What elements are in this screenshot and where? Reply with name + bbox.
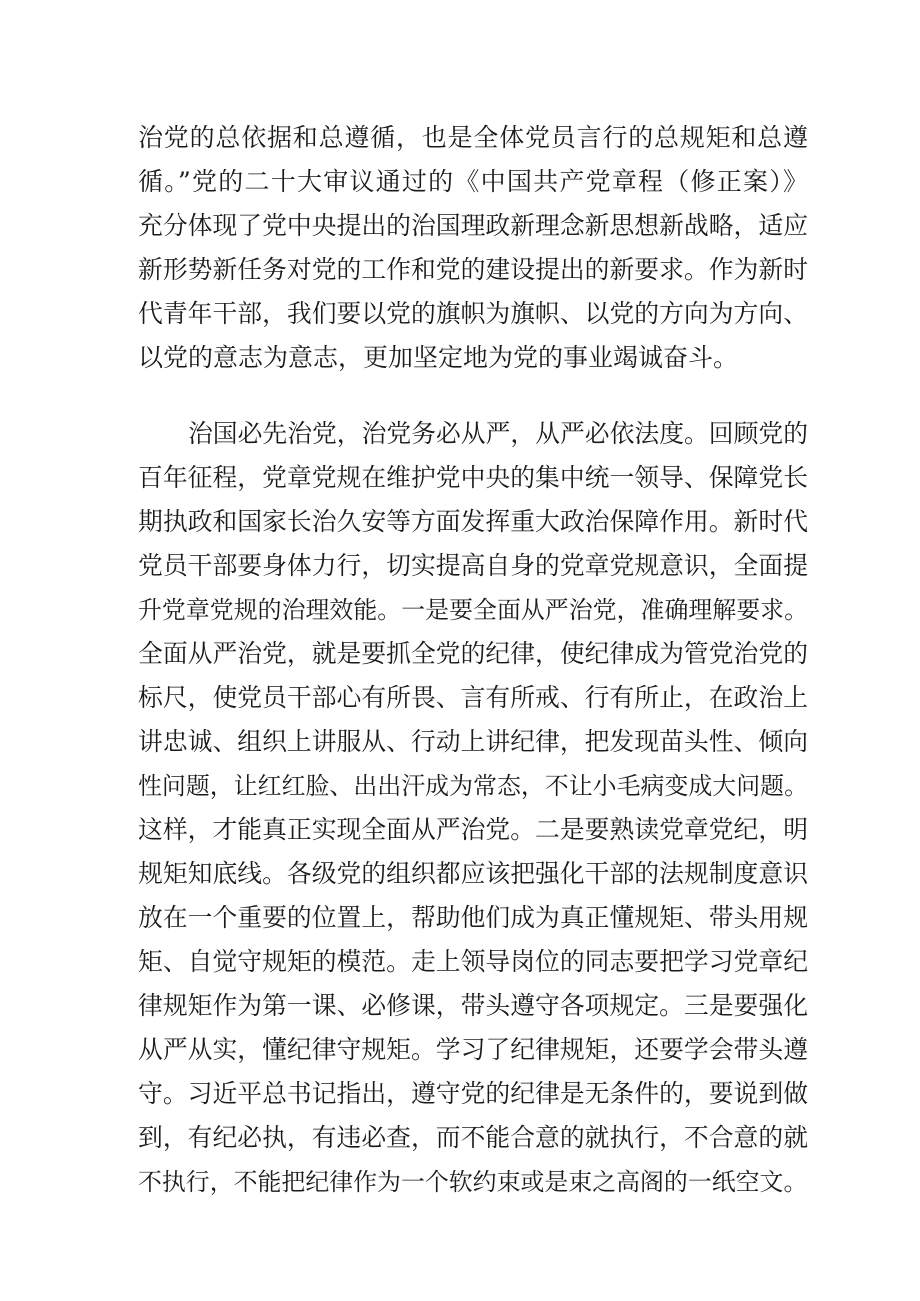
text-line: 律规矩作为第一课、必修课，带头遵守各项规定。三是要强化 [138,991,808,1020]
text-line: 到，有纪必执，有违必查，而不能合意的就执行，不合意的就 [138,1123,808,1152]
text-line: 治国必先治党，治党务必从严，从严必依法度。回顾党的 [188,419,808,448]
text-line: 这样，才能真正实现全面从严治党。二是要熟读党章党纪，明 [138,815,808,844]
text-line: 循。”党的二十大审议通过的《中国共产党章程（修正案）》 [138,167,808,196]
text-line: 期执政和国家长治久安等方面发挥重大政治保障作用。新时代 [138,507,808,536]
text-line: 放在一个重要的位置上，帮助他们成为真正懂规矩、带头用规 [138,903,808,932]
text-line: 百年征程，党章党规在维护党中央的集中统一领导、保障党长 [138,463,808,492]
text-line: 升党章党规的治理效能。一是要全面从严治党，准确理解要求。 [138,596,808,624]
text-line: 守。习近平总书记指出，遵守党的纪律是无条件的，要说到做 [138,1079,808,1108]
text-line: 治党的总依据和总遵循，也是全体党员言行的总规矩和总遵 [138,123,808,152]
text-line: 新形势新任务对党的工作和党的建设提出的新要求。作为新时 [138,255,808,284]
text-line: 充分体现了党中央提出的治国理政新理念新思想新战略，适应 [138,211,808,240]
text-line: 以党的意志为意志，更加坚定地为党的事业竭诚奋斗。 [138,343,739,372]
text-line: 全面从严治党，就是要抓全党的纪律，使纪律成为管党治党的 [138,639,808,668]
text-line: 党员干部要身体力行，切实提高自身的党章党规意识，全面提 [138,551,808,580]
text-line: 从严从实，懂纪律守规矩。学习了纪律规矩，还要学会带头遵 [138,1035,808,1064]
text-line: 代青年干部，我们要以党的旗帜为旗帜、以党的方向为方向、 [138,299,808,328]
text-line: 讲忠诚、组织上讲服从、行动上讲纪律，把发现苗头性、倾向 [138,727,808,756]
text-line: 规矩知底线。各级党的组织都应该把强化干部的法规制度意识 [138,859,808,888]
text-line: 不执行，不能把纪律作为一个软约束或是束之高阁的一纸空文。 [138,1168,808,1196]
text-line: 标尺，使党员干部心有所畏、言有所戒、行有所止，在政治上 [138,683,808,712]
text-line: 矩、自觉守规矩的模范。走上领导岗位的同志要把学习党章纪 [138,947,808,976]
text-line: 性问题，让红红脸、出出汗成为常态，不让小毛病变成大问题。 [138,772,808,800]
